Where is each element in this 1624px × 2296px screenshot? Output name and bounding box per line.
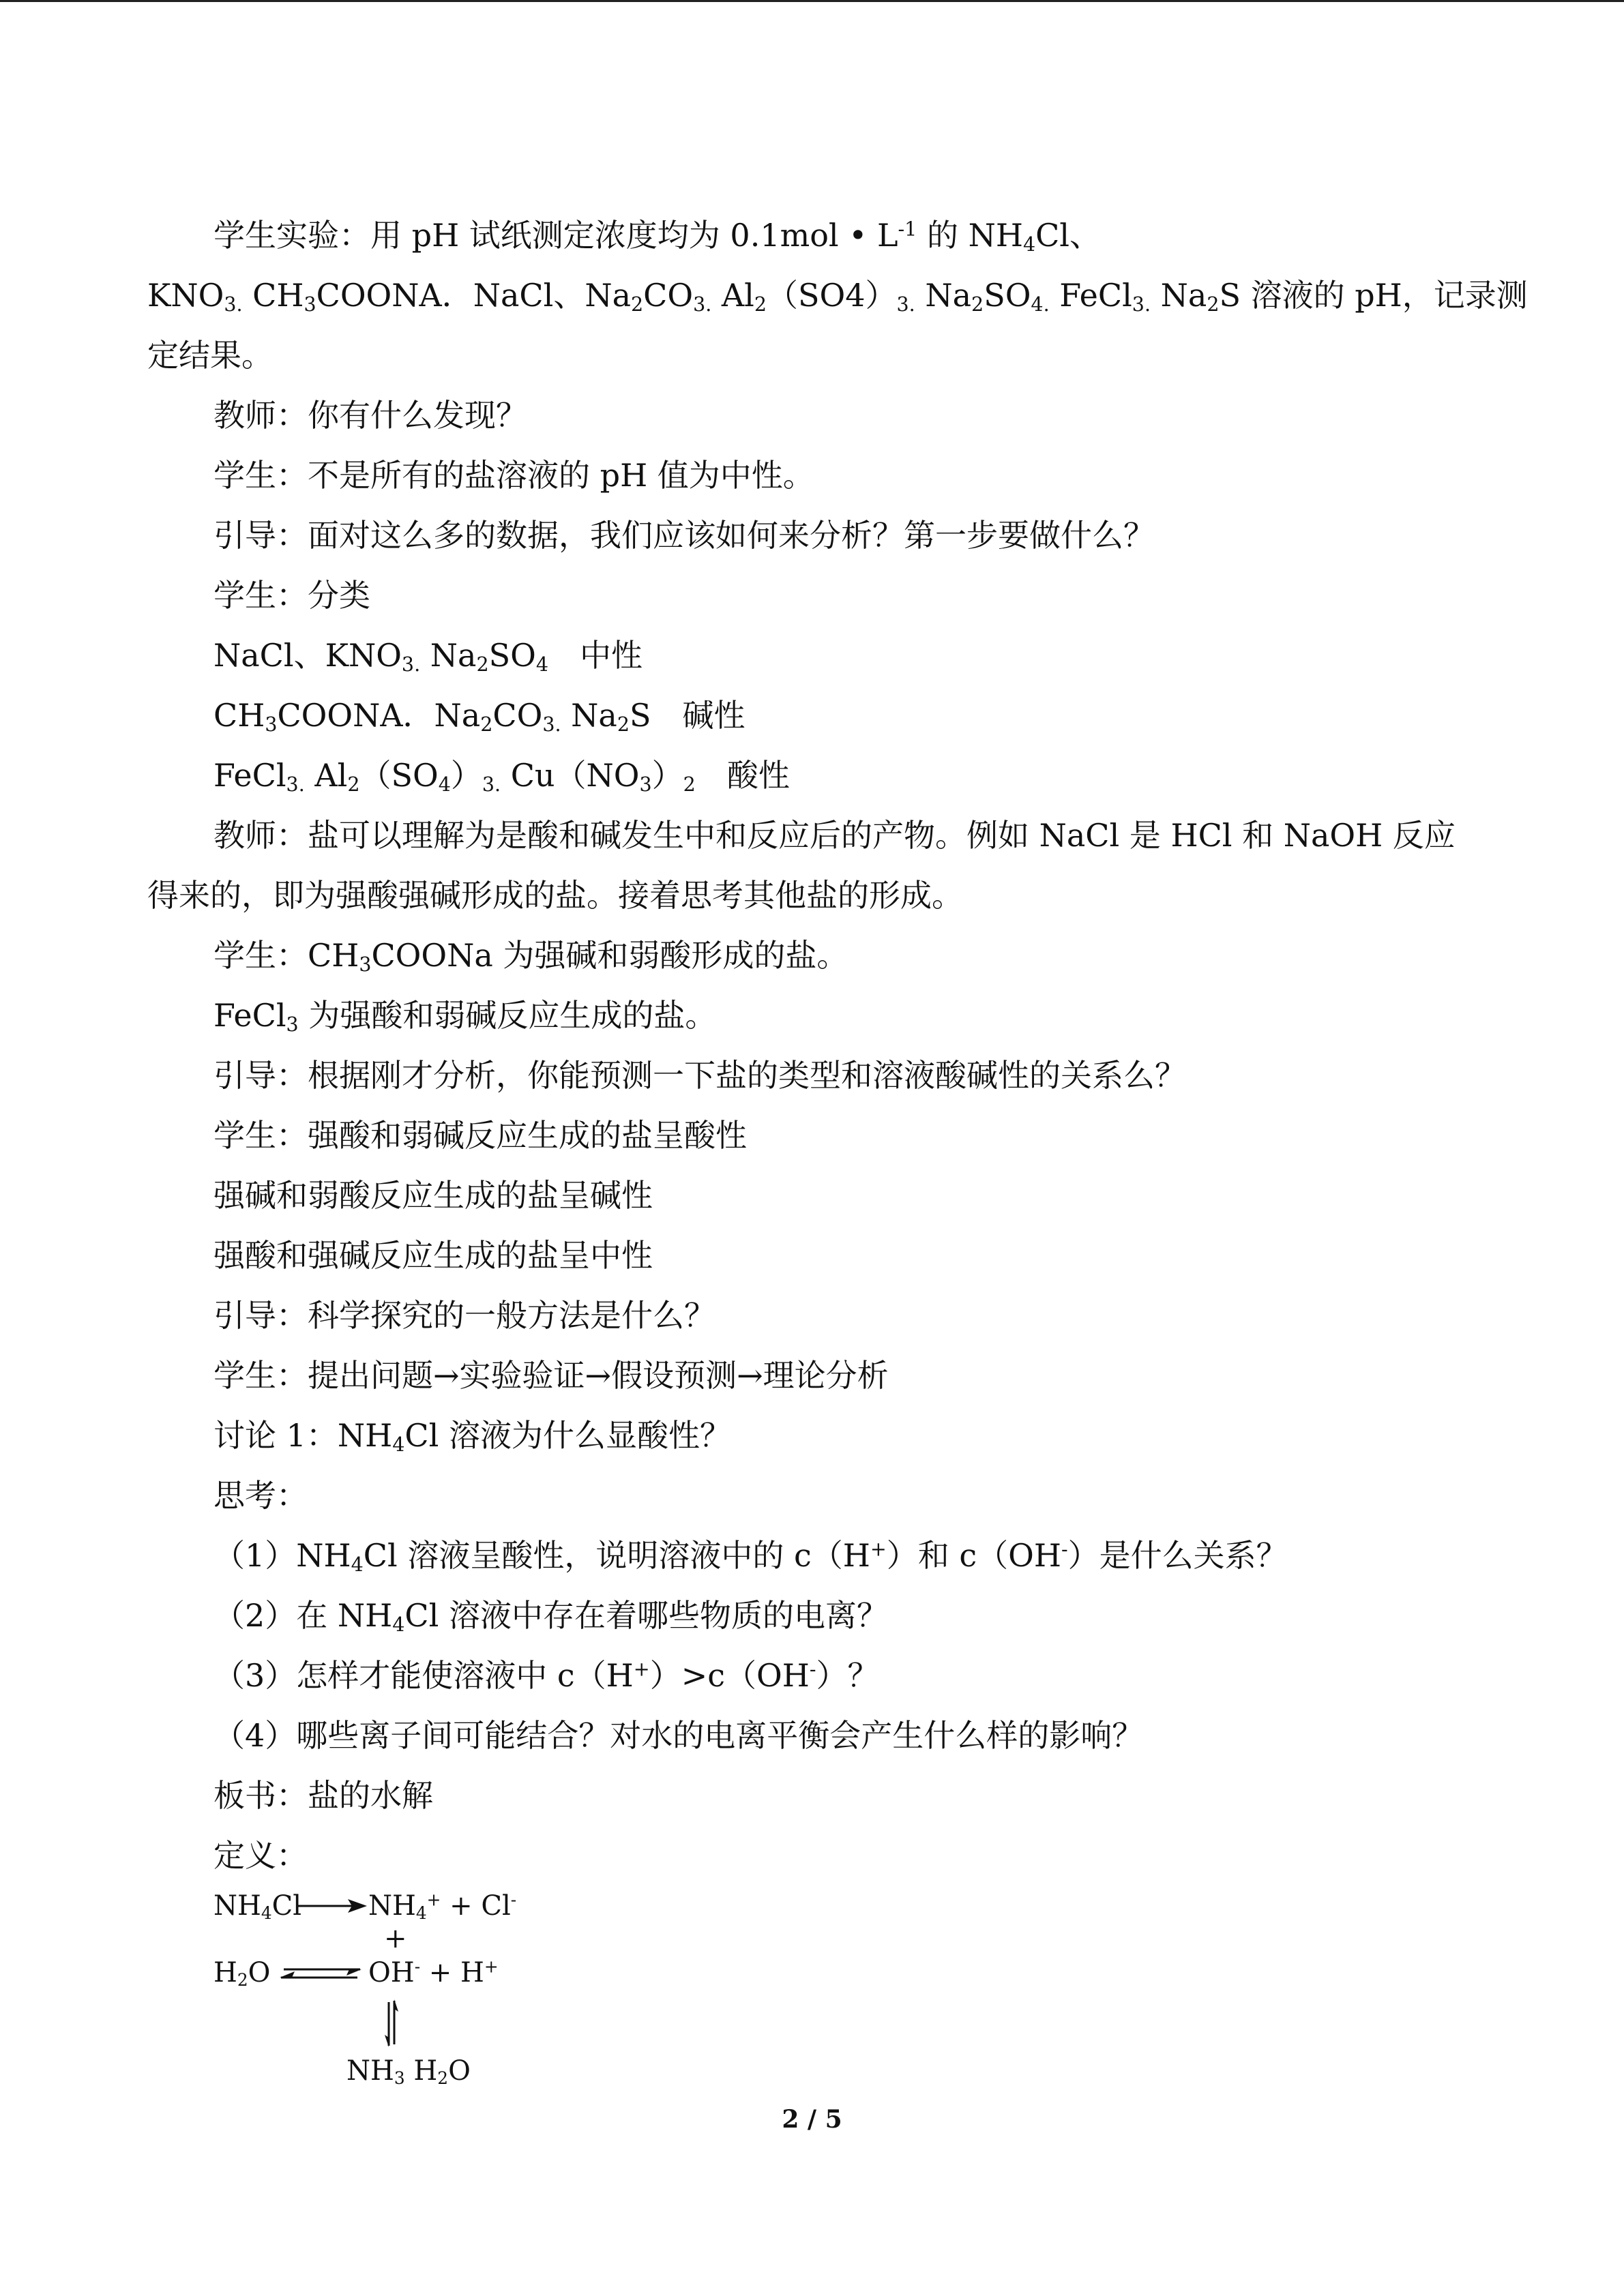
think-heading: 思考： (213, 1477, 308, 1514)
ionization-arrow-icon (295, 1894, 370, 1918)
student-ch3coona: 学生：$CH_3COONa$ 为强碱和弱酸形成的盐。 (213, 937, 848, 976)
oh-h-ions: OH- + H+ (368, 1956, 499, 1988)
student-fecl3: FeCl$_3$ 为强酸和弱碱反应生成的盐。 (213, 997, 717, 1037)
paragraph-experiment: 学生实验：用 pH 试纸测定浓度均为 0.1mol • $L^{-1}$ 的 $NH_4Cl$、 (213, 217, 1102, 256)
rule-basic: 强碱和弱酸反应生成的盐呈碱性 (213, 1177, 653, 1214)
question-2: （2）在 $NH_4Cl$ 溶液中存在着哪些物质的电离？ (213, 1597, 888, 1637)
rule-neutral: 强酸和强碱反应生成的盐呈中性 (213, 1237, 653, 1274)
student-method: 学生：提出问题→实验验证→假设预测→理论分析 (213, 1357, 889, 1394)
page-number: 2 / 5 (782, 2105, 842, 2134)
question-4: （4）哪些离子间可能结合？对水的电离平衡会产生什么样的影响？ (213, 1717, 1144, 1754)
h2o-formula: $H_2O$ (213, 1957, 271, 1991)
student-answer: 学生：不是所有的盐溶液的 pH 值为中性。 (213, 457, 814, 494)
teacher-explanation-cont: 得来的，即为强酸强碱形成的盐。接着思考其他盐的形成。 (147, 877, 963, 914)
neutral-salts: NaCl、$KNO_{3.}$ $Na_2SO_4$ 中性 (213, 637, 643, 676)
guide-predict: 引导：根据刚才分析，你能预测一下盐的类型和溶液酸碱性的关系么？ (213, 1057, 1186, 1094)
nh3-h2o-product: $NH_3$ $H_2O$ (346, 2055, 471, 2089)
student-rule-acid: 学生：强酸和弱碱反应生成的盐呈酸性 (213, 1117, 747, 1154)
equilibrium-arrow-icon (278, 1961, 363, 1986)
teacher-explanation: 教师：盐可以理解为是酸和碱发生中和反应后的产物。例如 NaCl 是 HCl 和 NaOH 反应 (213, 817, 1456, 854)
paragraph-salt-list: $KNO_{3.}$ $CH_3COONA$．NaCl、$Na_2CO_{3.}$ $Al_2(SO4)_{3.}$ $Na_2SO_{4.}$ FeCl$_{3.}$ $Na_2S$ 溶液的 pH，记录测 (147, 277, 1528, 316)
acidic-salts: FeCl$_{3.}$ $Al_2(SO_4)_{3.}$ $Cu(NO_3)_2$ 酸性 (213, 757, 790, 796)
question-3: （3）怎样才能使溶液中 c（H+）>c（OH-）？ (213, 1657, 879, 1694)
teacher-question: 教师：你有什么发现？ (213, 397, 527, 434)
definition-label: 定义： (213, 1837, 308, 1874)
board-heading: 板书：盐的水解 (213, 1777, 433, 1814)
nh4-cl-ions: $NH_4^+ + Cl^-$ (368, 1890, 517, 1924)
reversible-arrow-icon (383, 1998, 400, 2048)
guide-method: 引导：科学探究的一般方法是什么？ (213, 1297, 715, 1334)
student-classify: 学生：分类 (213, 577, 370, 614)
plus-sign: + (384, 1923, 407, 1954)
discussion-1: 讨论 1：$NH_4Cl$ 溶液为什么显酸性？ (213, 1417, 731, 1457)
guide-question: 引导：面对这么多的数据，我们应该如何来分析？第一步要做什么？ (213, 517, 1155, 554)
question-1: $(1)NH_4Cl$ 溶液呈酸性，说明溶液中的 c（H+）和 c（OH-）是什么关系？ (213, 1537, 1288, 1577)
top-border (0, 0, 1624, 2)
paragraph-result: 定结果。 (147, 337, 273, 374)
nh4cl-formula: $NH_4Cl$ (213, 1890, 302, 1924)
basic-salts: $CH_3COONA$．$Na_2CO_{3.}$ $Na_2S$ 碱性 (213, 697, 745, 736)
